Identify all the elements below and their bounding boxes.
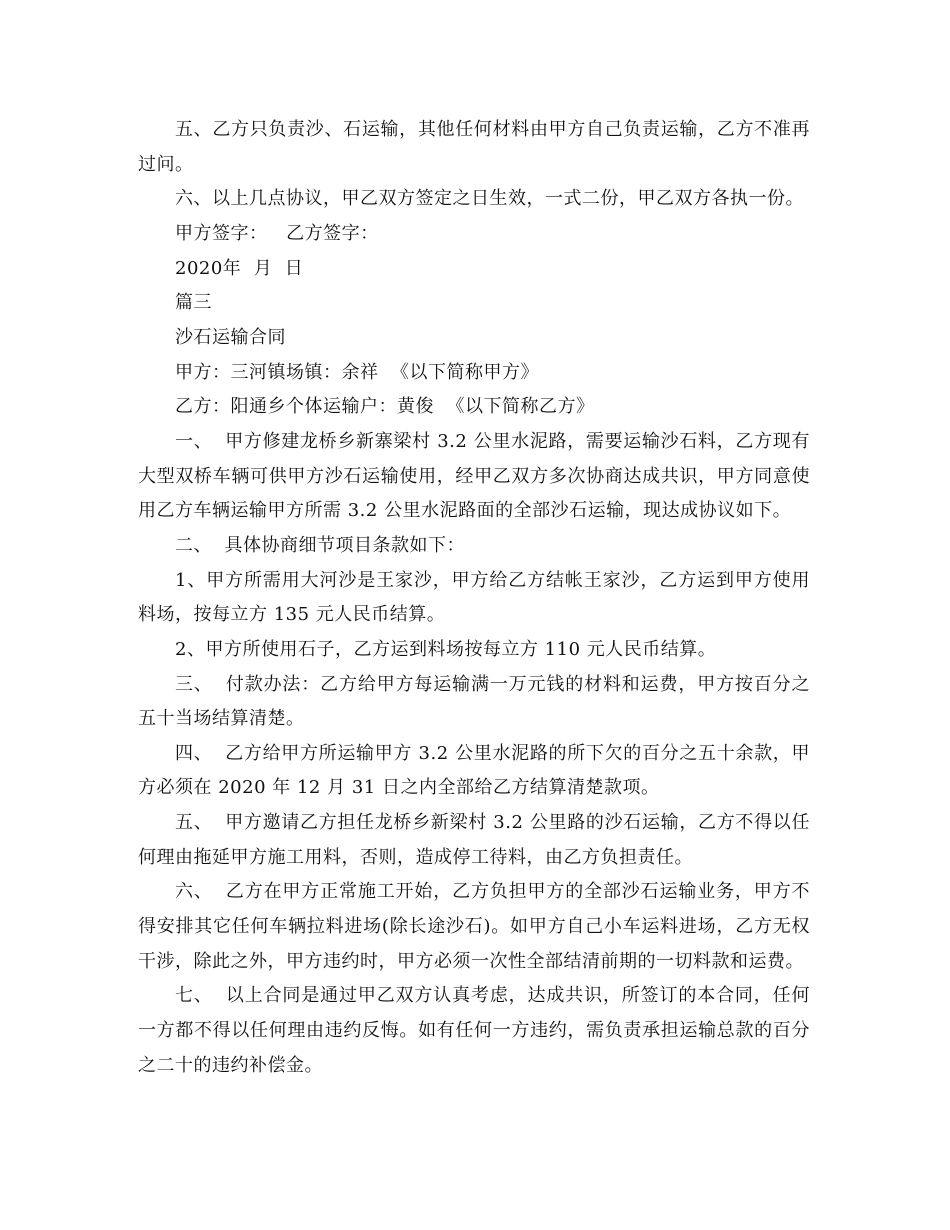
section-heading: 篇三 (175, 292, 212, 314)
text-line: 用乙方车辆运输甲方所需 3.2 公里水泥路面的全部沙石运输，现达成协议如下。 (138, 500, 792, 522)
text-line: 1、甲方所需用大河沙是王家沙，甲方给乙方结帐王家沙，乙方运到甲方使用 (175, 569, 810, 591)
contract-title: 沙石运输合同 (175, 326, 286, 348)
text-line: 七、 以上合同是通过甲乙双方认真考虑，达成共识，所签订的本合同，任何 (175, 985, 810, 1007)
clause-five (138, 806, 810, 875)
text-line: 之二十的违约补偿金。 (138, 1054, 323, 1076)
clause-six (138, 875, 810, 979)
text-line: 三、 付款办法：乙方给甲方每运输满一万元钱的材料和运费，甲方按百分之 (175, 673, 810, 695)
document-body (138, 113, 810, 1083)
text-line: 二、 具体协商细节项目条款如下： (175, 534, 465, 556)
text-line: 四、 乙方给甲方所运输甲方 3.2 公里水泥路的所下欠的百分之五十余款，甲 (175, 742, 810, 764)
clause-two (138, 529, 810, 564)
text-line: 料场，按每立方 135 元人民币结算。 (138, 604, 446, 626)
text-line: 何理由拖延甲方施工用料，否则，造成停工待料，由乙方负担责任。 (138, 846, 693, 868)
text-line: 干涉，除此之外，甲方违约时，甲方必须一次性全部结清前期的一切料款和运费。 (138, 950, 804, 972)
item-two (138, 633, 810, 668)
party-a-line: 甲方：三河镇场镇：余祥 《以下简称甲方》 (175, 361, 539, 383)
text-line: 得安排其它任何车辆拉料进场(除长途沙石)。如甲方自己小车运料进场，乙方无权 (138, 916, 810, 938)
text-line: 六、以上几点协议，甲乙双方签定之日生效，一式二份，甲乙双方各执一份。 (175, 188, 804, 210)
clause-five-previous (138, 113, 810, 182)
text-line: 五、 甲方邀请乙方担任龙桥乡新梁村 3.2 公里路的沙石运输，乙方不得以任 (175, 812, 810, 834)
text-line: 五、乙方只负责沙、石运输，其他任何材料由甲方自己负责运输，乙方不准再 (175, 119, 810, 140)
clause-three (138, 668, 810, 737)
signature-line: 甲方签字： 乙方签字： (175, 222, 379, 244)
clause-four (138, 737, 810, 806)
text-line: 一、 甲方修建龙桥乡新寨梁村 3.2 公里水泥路，需要运输沙石料，乙方现有 (175, 430, 810, 452)
clause-six-previous (138, 182, 810, 217)
date-line: 2020年 月 日 (175, 257, 304, 279)
clause-seven (138, 979, 810, 1083)
text-line: 六、 乙方在甲方正常施工开始，乙方负担甲方的全部沙石运输业务，甲方不 (175, 881, 810, 903)
party-b-line: 乙方：阳通乡个体运输户：黄俊 《以下简称乙方》 (175, 396, 595, 418)
text-line: 大型双桥车辆可供甲方沙石运输使用，经甲乙双方多次协商达成共识，甲方同意使 (138, 465, 810, 487)
text-line: 过问。 (138, 153, 194, 175)
clause-one (138, 425, 810, 529)
text-line: 五十当场结算清楚。 (138, 708, 305, 730)
text-line: 一方都不得以任何理由违约反悔。如有任何一方违约，需负责承担运输总款的百分 (138, 1020, 810, 1042)
item-one (138, 564, 810, 633)
text-line: 方必须在 2020 年 12 月 31 日之内全部给乙方结算清楚款项。 (138, 777, 660, 799)
text-line: 2、甲方所使用石子，乙方运到料场按每立方 110 元人民币结算。 (175, 638, 717, 660)
